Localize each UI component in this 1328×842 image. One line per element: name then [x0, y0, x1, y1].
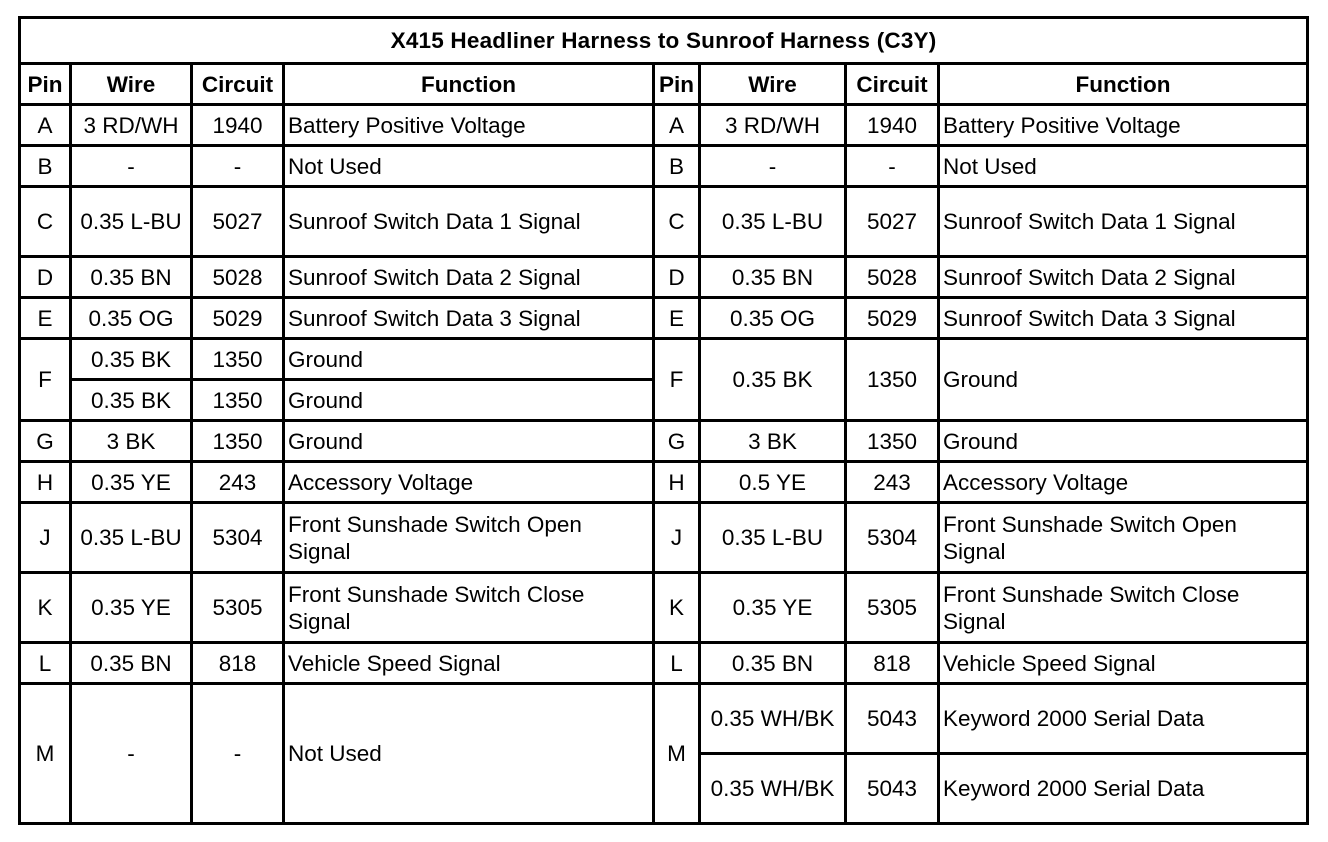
wire-cell: 0.35 BN [700, 257, 846, 298]
wire-cell: 0.35 L-BU [71, 187, 192, 257]
wire-cell: 0.35 L-BU [71, 503, 192, 573]
function-cell: Ground [284, 421, 654, 462]
function-cell: Not Used [284, 684, 654, 824]
circuit-cell: 1350 [192, 380, 284, 421]
table-row [20, 105, 1308, 146]
function-cell: Vehicle Speed Signal [939, 643, 1308, 684]
function-cell: Keyword 2000 Serial Data [939, 754, 1308, 824]
circuit-cell: 818 [846, 643, 939, 684]
circuit-cell: 5043 [846, 754, 939, 824]
function-cell: Front Sunshade Switch Open Signal [284, 503, 654, 573]
circuit-cell: 5304 [192, 503, 284, 573]
circuit-cell: 1350 [192, 339, 284, 380]
wire-cell: 0.35 BK [700, 339, 846, 421]
wire-cell: 3 RD/WH [700, 105, 846, 146]
pin-cell: B [20, 146, 71, 187]
function-cell: Accessory Voltage [939, 462, 1308, 503]
circuit-cell: 243 [846, 462, 939, 503]
pin-cell: H [654, 462, 700, 503]
pin-cell: E [654, 298, 700, 339]
wire-cell: 0.35 L-BU [700, 503, 846, 573]
wire-cell: 3 BK [700, 421, 846, 462]
pin-cell: K [654, 573, 700, 643]
circuit-cell: - [192, 684, 284, 824]
circuit-cell: 5305 [846, 573, 939, 643]
circuit-cell: 1350 [846, 421, 939, 462]
circuit-cell: - [192, 146, 284, 187]
circuit-cell: 243 [192, 462, 284, 503]
connector-table-wrapper [18, 16, 1306, 825]
pin-cell: A [20, 105, 71, 146]
function-cell: Not Used [284, 146, 654, 187]
function-cell: Not Used [939, 146, 1308, 187]
pin-cell: D [654, 257, 700, 298]
wire-cell: 3 BK [71, 421, 192, 462]
header-wire-right: Wire [700, 64, 846, 105]
pin-cell: J [20, 503, 71, 573]
header-pin-right: Pin [654, 64, 700, 105]
table-row [20, 257, 1308, 298]
header-circuit-right: Circuit [846, 64, 939, 105]
pin-cell: E [20, 298, 71, 339]
wire-cell: 0.35 BN [700, 643, 846, 684]
wire-cell: 0.35 WH/BK [700, 684, 846, 754]
pin-cell: D [20, 257, 71, 298]
function-cell: Sunroof Switch Data 2 Signal [284, 257, 654, 298]
header-wire-left: Wire [71, 64, 192, 105]
pin-cell: M [654, 684, 700, 824]
circuit-cell: 5305 [192, 573, 284, 643]
wire-cell: 0.35 YE [71, 573, 192, 643]
pin-cell: M [20, 684, 71, 824]
function-cell: Ground [284, 380, 654, 421]
table-row [20, 187, 1308, 257]
pin-cell: G [20, 421, 71, 462]
table-row [20, 503, 1308, 573]
circuit-cell: 5028 [192, 257, 284, 298]
pin-cell: L [20, 643, 71, 684]
table-row [20, 643, 1308, 684]
pin-cell: C [20, 187, 71, 257]
pin-cell: J [654, 503, 700, 573]
table-row [20, 421, 1308, 462]
table-row [20, 146, 1308, 187]
circuit-cell: 5043 [846, 684, 939, 754]
table-row [20, 684, 1308, 754]
connector-pinout-table [18, 16, 1309, 825]
pin-cell: B [654, 146, 700, 187]
wire-cell: 0.35 BK [71, 380, 192, 421]
header-circuit-left: Circuit [192, 64, 284, 105]
function-cell: Sunroof Switch Data 2 Signal [939, 257, 1308, 298]
table-title: X415 Headliner Harness to Sunroof Harness (C3Y) [20, 18, 1308, 64]
table-row [20, 462, 1308, 503]
function-cell: Sunroof Switch Data 3 Signal [939, 298, 1308, 339]
wire-cell: 0.35 WH/BK [700, 754, 846, 824]
wire-cell: 0.5 YE [700, 462, 846, 503]
function-cell: Sunroof Switch Data 1 Signal [284, 187, 654, 257]
circuit-cell: - [846, 146, 939, 187]
pin-cell: A [654, 105, 700, 146]
function-cell: Ground [284, 339, 654, 380]
pin-cell: F [654, 339, 700, 421]
function-cell: Battery Positive Voltage [284, 105, 654, 146]
pin-cell: F [20, 339, 71, 421]
circuit-cell: 1940 [192, 105, 284, 146]
header-pin-left: Pin [20, 64, 71, 105]
wire-cell: 0.35 YE [700, 573, 846, 643]
function-cell: Accessory Voltage [284, 462, 654, 503]
wire-cell: - [700, 146, 846, 187]
circuit-cell: 5304 [846, 503, 939, 573]
wire-cell: 0.35 OG [700, 298, 846, 339]
wire-cell: 0.35 BK [71, 339, 192, 380]
header-function-right: Function [939, 64, 1308, 105]
function-cell: Ground [939, 421, 1308, 462]
circuit-cell: 1940 [846, 105, 939, 146]
wire-cell: 0.35 OG [71, 298, 192, 339]
pin-cell: L [654, 643, 700, 684]
function-cell: Front Sunshade Switch Open Signal [939, 503, 1308, 573]
pin-cell: C [654, 187, 700, 257]
wire-cell: - [71, 684, 192, 824]
header-row [20, 64, 1308, 105]
function-cell: Keyword 2000 Serial Data [939, 684, 1308, 754]
wire-cell: 3 RD/WH [71, 105, 192, 146]
table-row [20, 573, 1308, 643]
function-cell: Battery Positive Voltage [939, 105, 1308, 146]
wire-cell: 0.35 YE [71, 462, 192, 503]
circuit-cell: 5029 [846, 298, 939, 339]
function-cell: Front Sunshade Switch Close Signal [284, 573, 654, 643]
pin-cell: K [20, 573, 71, 643]
circuit-cell: 1350 [192, 421, 284, 462]
pin-cell: G [654, 421, 700, 462]
function-cell: Vehicle Speed Signal [284, 643, 654, 684]
table-row [20, 298, 1308, 339]
table-row [20, 339, 1308, 380]
header-function-left: Function [284, 64, 654, 105]
wire-cell: - [71, 146, 192, 187]
circuit-cell: 5028 [846, 257, 939, 298]
wire-cell: 0.35 BN [71, 643, 192, 684]
circuit-cell: 818 [192, 643, 284, 684]
function-cell: Sunroof Switch Data 3 Signal [284, 298, 654, 339]
circuit-cell: 5029 [192, 298, 284, 339]
function-cell: Sunroof Switch Data 1 Signal [939, 187, 1308, 257]
circuit-cell: 1350 [846, 339, 939, 421]
function-cell: Ground [939, 339, 1308, 421]
circuit-cell: 5027 [192, 187, 284, 257]
title-row [20, 18, 1308, 64]
pin-cell: H [20, 462, 71, 503]
circuit-cell: 5027 [846, 187, 939, 257]
wire-cell: 0.35 L-BU [700, 187, 846, 257]
function-cell: Front Sunshade Switch Close Signal [939, 573, 1308, 643]
wire-cell: 0.35 BN [71, 257, 192, 298]
